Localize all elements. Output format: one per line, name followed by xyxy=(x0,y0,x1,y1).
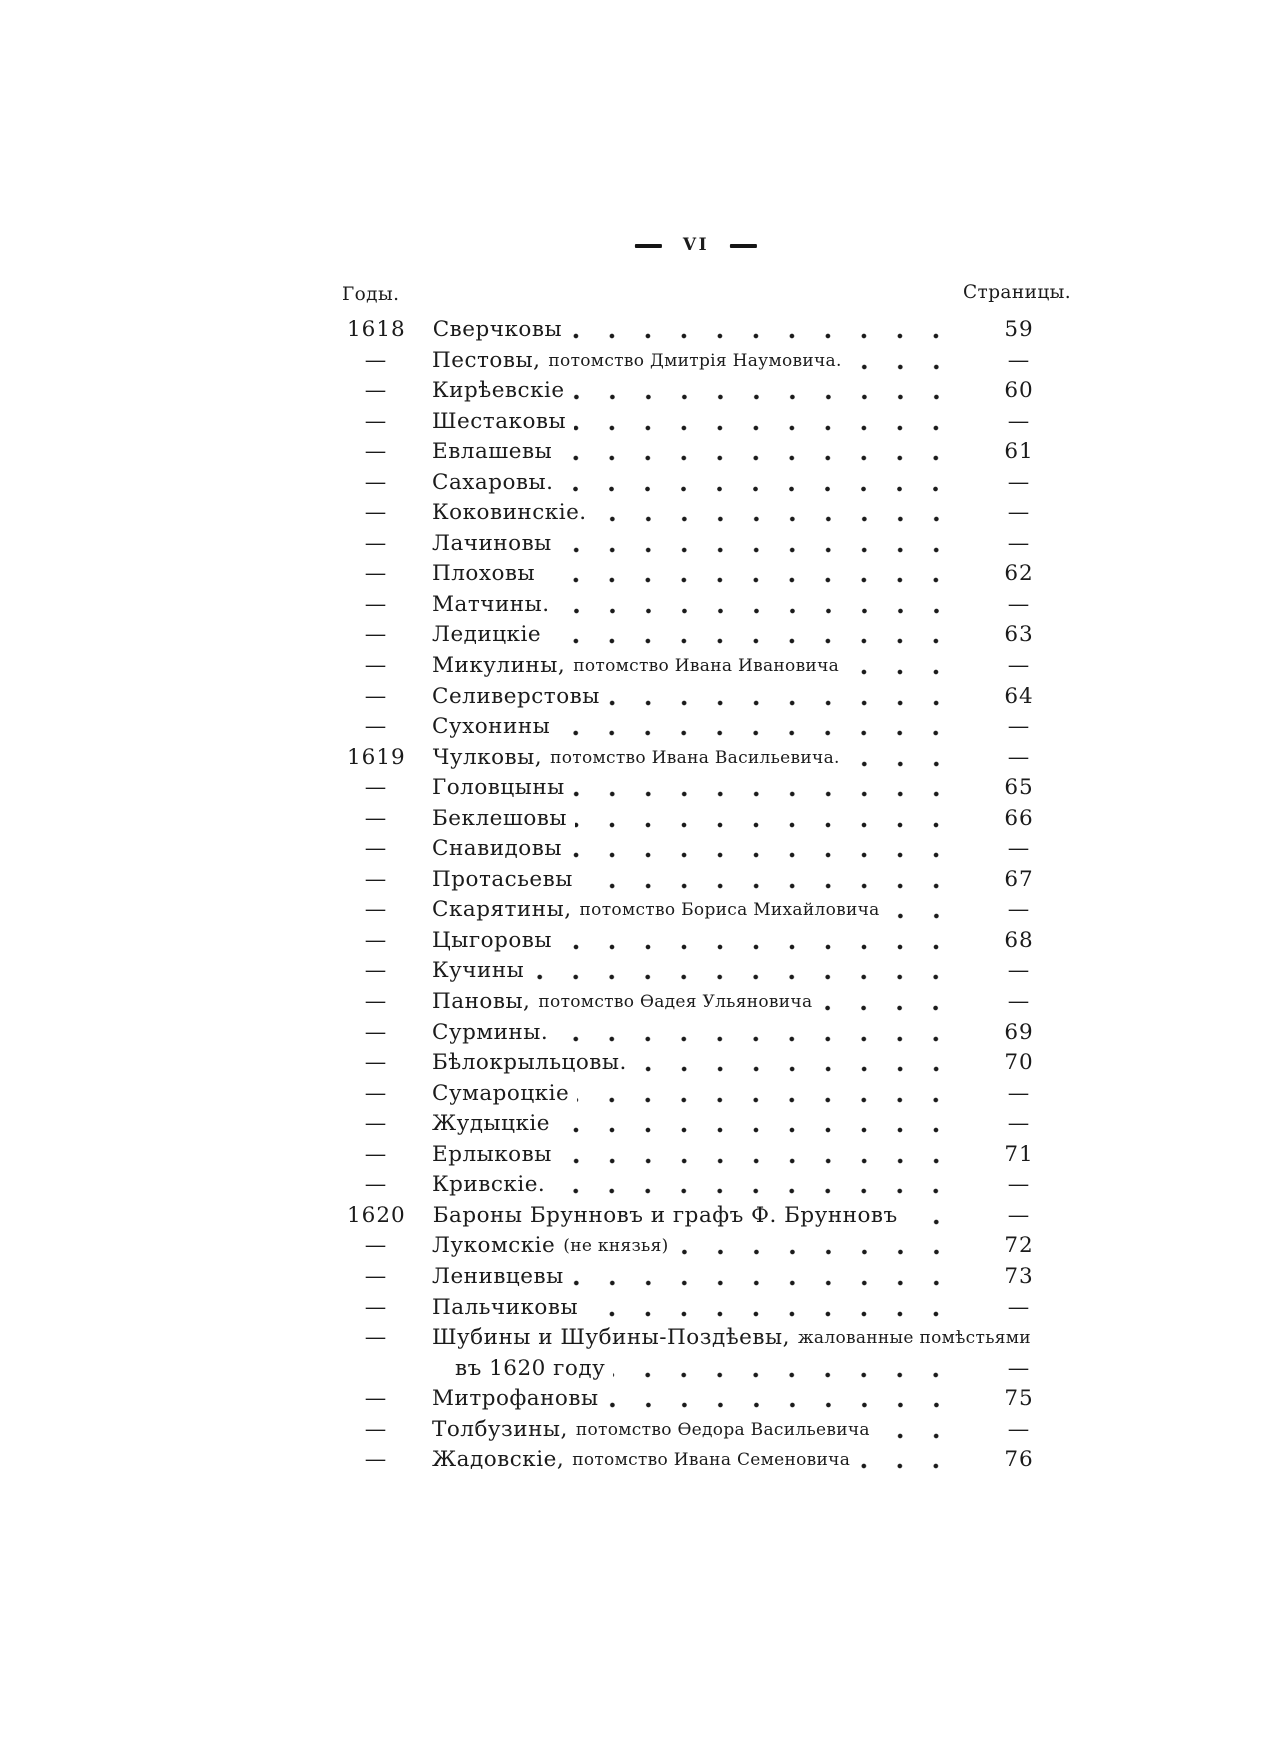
toc-row xyxy=(347,620,1056,651)
toc-year: 1618 xyxy=(347,317,406,342)
toc-entry xyxy=(432,1415,958,1446)
dot-leader xyxy=(532,956,958,987)
toc-descriptor: потомство Ивана Васильевича. xyxy=(550,747,840,768)
toc-row xyxy=(347,346,1056,377)
toc-entry xyxy=(432,376,958,407)
dot-leader xyxy=(556,1018,958,1049)
toc-row xyxy=(347,315,1056,346)
toc-year: — xyxy=(364,1294,388,1320)
toc-family-name: Толбузины, xyxy=(432,1416,568,1442)
toc-family-name: Сурмины. xyxy=(432,1019,549,1045)
toc-page-number xyxy=(982,1323,1056,1354)
dot-leader xyxy=(549,620,958,651)
toc-entry xyxy=(432,712,958,743)
toc-year: — xyxy=(364,591,388,617)
toc-year: — xyxy=(364,1233,388,1259)
toc-family-name: Микулины, xyxy=(432,653,566,679)
toc-year: — xyxy=(364,439,388,465)
toc-family-name: Бѣлокрыльцовы. xyxy=(432,1050,627,1076)
toc-family-name: Пестовы, xyxy=(432,347,541,373)
toc-entry xyxy=(432,651,958,682)
toc-family-name: Цыгоровы xyxy=(432,927,552,953)
toc-family-name: Ледицкіе xyxy=(432,622,542,648)
toc-row xyxy=(347,1048,1056,1079)
toc-row xyxy=(347,468,1056,499)
toc-entry xyxy=(432,620,958,651)
toc-entry xyxy=(432,468,958,499)
toc-family-name: Матчины. xyxy=(432,591,550,617)
dot-leader xyxy=(635,1048,958,1079)
dot-leader xyxy=(878,1415,958,1446)
toc-entry xyxy=(432,1384,958,1415)
toc-descriptor: потомство Ѳедора Васильевича xyxy=(575,1419,870,1440)
toc-page-number: — xyxy=(1007,1416,1031,1442)
dot-leader xyxy=(560,926,958,957)
toc-row xyxy=(347,682,1056,713)
toc-page-number: — xyxy=(1007,1355,1031,1381)
toc-family-name: Кривскіе. xyxy=(432,1172,546,1198)
toc-entry xyxy=(432,1293,958,1324)
dot-leader xyxy=(577,1079,958,1110)
dot-leader xyxy=(906,1201,958,1232)
toc-family-name: Кирѣевскіе xyxy=(432,378,565,404)
toc-year: — xyxy=(364,805,388,831)
dot-leader xyxy=(595,498,958,529)
page-number-header xyxy=(635,236,757,256)
dot-leader xyxy=(677,1231,958,1262)
toc-family-name: Сухонины xyxy=(432,714,551,740)
toc-page-number: — xyxy=(1007,469,1031,495)
toc-entry xyxy=(432,590,958,621)
toc-year: — xyxy=(364,1019,388,1045)
years-column-header: Годы. xyxy=(342,284,400,305)
toc-family-name: Головцыны xyxy=(432,775,565,801)
toc-entry xyxy=(432,1018,958,1049)
toc-row xyxy=(347,1170,1056,1201)
toc-descriptor: потомство Ивана Семеновича xyxy=(572,1450,851,1471)
toc-year: — xyxy=(364,1386,388,1412)
toc-page-number: 71 xyxy=(1004,1141,1034,1167)
dot-leader xyxy=(575,804,958,835)
toc-row xyxy=(347,987,1056,1018)
toc-family-name: Шестаковы xyxy=(432,408,567,434)
toc-page-number: 70 xyxy=(1004,1050,1034,1076)
dot-leader xyxy=(553,1170,958,1201)
toc-family-name: Кучины xyxy=(432,958,525,984)
toc-year: — xyxy=(364,1080,388,1106)
toc-year: — xyxy=(364,1325,388,1351)
toc-year: 1620 xyxy=(347,1202,406,1228)
dot-leader xyxy=(560,437,958,468)
dot-leader xyxy=(560,529,958,560)
toc-family-name: Сахаровы. xyxy=(432,469,554,495)
toc-row xyxy=(347,926,1056,957)
toc-page-number: 63 xyxy=(1004,622,1034,648)
toc-year: — xyxy=(364,469,388,495)
toc-page-number: — xyxy=(1007,714,1031,740)
dot-leader xyxy=(558,712,958,743)
toc-entry xyxy=(432,437,958,468)
toc-page-number: 69 xyxy=(1004,1019,1034,1045)
toc-family-name: Сверчковы xyxy=(432,317,563,342)
toc-row xyxy=(347,865,1056,896)
toc-entry xyxy=(432,1048,958,1079)
toc-page-number: 60 xyxy=(1004,378,1034,404)
toc-page-number: — xyxy=(1007,1111,1031,1137)
toc-family-name: Коковинскіе. xyxy=(432,500,587,526)
toc-family-name: Беклешовы xyxy=(432,805,567,831)
toc-descriptor: потомство Ивана Ивановича xyxy=(573,656,840,677)
toc-family-name: Скарятины, xyxy=(432,897,572,923)
toc-year: — xyxy=(364,1263,388,1289)
toc-entry xyxy=(432,498,958,529)
dot-leader xyxy=(558,590,958,621)
toc-year: — xyxy=(364,989,388,1015)
toc-family-name: Митрофановы xyxy=(432,1386,599,1412)
toc-entry xyxy=(432,895,958,926)
toc-row xyxy=(347,834,1056,865)
toc-page-number: — xyxy=(1007,500,1031,526)
toc-entry xyxy=(432,529,958,560)
toc-page-number: 67 xyxy=(1004,866,1034,892)
toc-page-number: 76 xyxy=(1004,1447,1034,1473)
toc-page-number: 59 xyxy=(1004,317,1034,342)
toc-year: — xyxy=(364,500,388,526)
toc-year: — xyxy=(364,653,388,679)
toc-page-number: — xyxy=(1007,530,1031,556)
dot-leader xyxy=(572,1262,958,1293)
toc-row xyxy=(347,1201,1056,1232)
toc-row xyxy=(347,1293,1056,1324)
toc-year: — xyxy=(364,347,388,373)
toc-descriptor: потомство Дмитрія Наумовича. xyxy=(548,350,842,371)
toc-family-name: Чулковы, xyxy=(432,744,543,770)
toc-family-name: Жадовскіе, xyxy=(432,1447,565,1473)
toc-family-name: Бароны Брунновъ и графъ Ф. Брунновъ xyxy=(432,1202,898,1228)
dot-leader xyxy=(558,1109,958,1140)
dot-leader xyxy=(888,895,958,926)
toc-list xyxy=(347,315,1056,1476)
toc-entry xyxy=(432,1109,958,1140)
toc-row xyxy=(347,407,1056,438)
dot-leader xyxy=(848,743,958,774)
toc-entry xyxy=(432,987,958,1018)
toc-page-number: — xyxy=(1007,591,1031,617)
pages-column-header: Страницы. xyxy=(963,282,1072,303)
toc-family-name: Евлашевы xyxy=(432,439,553,465)
dot-leader xyxy=(820,987,958,1018)
toc-entry xyxy=(432,956,958,987)
toc-page-number: — xyxy=(1007,836,1031,862)
toc-year: — xyxy=(364,958,388,984)
toc-family-name: Плоховы xyxy=(432,561,536,587)
toc-year: — xyxy=(364,1111,388,1137)
dot-leader xyxy=(847,651,958,682)
toc-year xyxy=(347,1354,405,1385)
toc-page-number: — xyxy=(1007,1294,1031,1320)
dot-leader xyxy=(586,1293,958,1324)
toc-row xyxy=(347,956,1056,987)
toc-family-name: Шубины и Шубины-Поздѣевы, xyxy=(432,1325,790,1351)
toc-row xyxy=(347,1079,1056,1110)
toc-family-name: Ерлыковы xyxy=(432,1141,552,1167)
toc-page-number: 65 xyxy=(1004,775,1034,801)
toc-year: — xyxy=(364,683,388,709)
toc-year: — xyxy=(364,927,388,953)
toc-row xyxy=(347,1445,1056,1476)
toc-entry xyxy=(432,1170,958,1201)
toc-entry xyxy=(432,682,958,713)
toc-row xyxy=(347,529,1056,560)
toc-family-name: въ 1620 году xyxy=(455,1355,606,1381)
toc-row xyxy=(347,1384,1056,1415)
toc-entry xyxy=(432,1354,958,1385)
toc-row xyxy=(347,1018,1056,1049)
toc-entry xyxy=(432,407,958,438)
toc-page-number: 68 xyxy=(1004,927,1034,953)
dot-leader xyxy=(561,468,958,499)
dot-leader xyxy=(608,682,958,713)
toc-row xyxy=(347,804,1056,835)
dot-leader xyxy=(850,346,958,377)
toc-family-name: Протасьевы xyxy=(432,866,573,892)
toc-year: — xyxy=(364,897,388,923)
toc-descriptor: потомство Бориса Михайловича xyxy=(579,900,880,921)
header-dash-right-icon xyxy=(730,244,757,248)
toc-year: — xyxy=(364,1050,388,1076)
toc-year: — xyxy=(364,1141,388,1167)
toc-year: — xyxy=(364,866,388,892)
toc-family-name: Жудыцкіе xyxy=(432,1111,551,1137)
toc-row xyxy=(347,559,1056,590)
dot-leader xyxy=(543,559,958,590)
toc-page-number: 62 xyxy=(1004,561,1034,587)
toc-page-number: 66 xyxy=(1004,805,1034,831)
toc-page-number: — xyxy=(1007,1172,1031,1198)
toc-year: — xyxy=(364,378,388,404)
toc-row xyxy=(347,651,1056,682)
toc-entry xyxy=(433,1201,958,1232)
toc-entry xyxy=(432,865,958,896)
toc-row xyxy=(347,1231,1056,1262)
toc-page-number: — xyxy=(1007,897,1031,923)
toc-page-number: 72 xyxy=(1004,1233,1034,1259)
toc-year: — xyxy=(364,1447,388,1473)
dot-leader xyxy=(560,1140,958,1171)
toc-family-name: Пановы, xyxy=(432,989,531,1015)
toc-entry xyxy=(432,1079,958,1110)
toc-row xyxy=(347,1354,1056,1385)
toc-year: 1619 xyxy=(347,744,406,770)
dot-leader xyxy=(570,834,958,865)
toc-entry xyxy=(432,804,958,835)
toc-row xyxy=(347,1323,1056,1354)
toc-entry xyxy=(432,926,958,957)
toc-entry xyxy=(432,1140,958,1171)
toc-family-name: Лачиновы xyxy=(432,530,552,556)
toc-descriptor: потомство Ѳадея Ульяновича xyxy=(538,992,813,1013)
toc-year: — xyxy=(364,714,388,740)
toc-year: — xyxy=(364,1172,388,1198)
page-roman-numeral: VI xyxy=(682,235,710,255)
dot-leader xyxy=(573,773,958,804)
dot-leader xyxy=(574,407,958,438)
toc-row xyxy=(347,743,1056,774)
toc-page-number: 61 xyxy=(1004,439,1034,465)
toc-year: — xyxy=(364,530,388,556)
toc-entry xyxy=(433,743,958,774)
toc-entry xyxy=(432,1262,958,1293)
toc-row xyxy=(347,712,1056,743)
toc-family-name: Пальчиковы xyxy=(432,1294,579,1320)
toc-page-number: 73 xyxy=(1004,1263,1034,1289)
toc-page-number: — xyxy=(1007,1202,1031,1228)
dot-leader xyxy=(607,1384,958,1415)
toc-family-name: Селиверстовы xyxy=(432,683,600,709)
dot-leader xyxy=(573,376,958,407)
dot-leader xyxy=(570,315,958,346)
toc-entry xyxy=(432,1445,958,1476)
toc-row xyxy=(347,1109,1056,1140)
toc-family-name: Лукомскіе xyxy=(432,1233,556,1259)
toc-entry xyxy=(432,1323,1031,1354)
toc-row xyxy=(347,1415,1056,1446)
toc-row xyxy=(347,437,1056,468)
toc-year: — xyxy=(364,622,388,648)
toc-entry xyxy=(432,559,958,590)
dot-leader xyxy=(858,1445,958,1476)
dot-leader xyxy=(613,1354,958,1385)
toc-year: — xyxy=(364,1416,388,1442)
toc-page-number: — xyxy=(1007,744,1031,770)
toc-year: — xyxy=(364,775,388,801)
toc-year: — xyxy=(364,408,388,434)
toc-descriptor: (не князья) xyxy=(563,1236,669,1257)
toc-row xyxy=(347,1140,1056,1171)
toc-page-number: 75 xyxy=(1004,1386,1034,1412)
toc-row xyxy=(347,773,1056,804)
toc-page-number: — xyxy=(1007,347,1031,373)
header-dash-left-icon xyxy=(635,244,662,248)
toc-page-number: — xyxy=(1007,408,1031,434)
toc-page-number: — xyxy=(1007,989,1031,1015)
toc-row xyxy=(347,590,1056,621)
toc-entry xyxy=(433,315,958,346)
toc-row xyxy=(347,895,1056,926)
toc-entry xyxy=(432,1231,958,1262)
toc-page-number: — xyxy=(1007,958,1031,984)
toc-page-number: — xyxy=(1007,1080,1031,1106)
toc-year: — xyxy=(364,836,388,862)
toc-entry xyxy=(432,834,958,865)
toc-page-number: — xyxy=(1007,653,1031,679)
toc-row xyxy=(347,498,1056,529)
toc-year: — xyxy=(364,561,388,587)
toc-family-name: Ленивцевы xyxy=(432,1263,564,1289)
toc-entry xyxy=(432,773,958,804)
dot-leader xyxy=(581,865,958,896)
toc-page-number: 64 xyxy=(1004,683,1034,709)
toc-row xyxy=(347,376,1056,407)
toc-row xyxy=(347,1262,1056,1293)
toc-family-name: Сумароцкіе xyxy=(432,1080,570,1106)
toc-descriptor: жалованные помѣстьями xyxy=(797,1328,1031,1349)
toc-family-name: Снавидовы xyxy=(432,836,562,862)
toc-entry xyxy=(432,346,958,377)
